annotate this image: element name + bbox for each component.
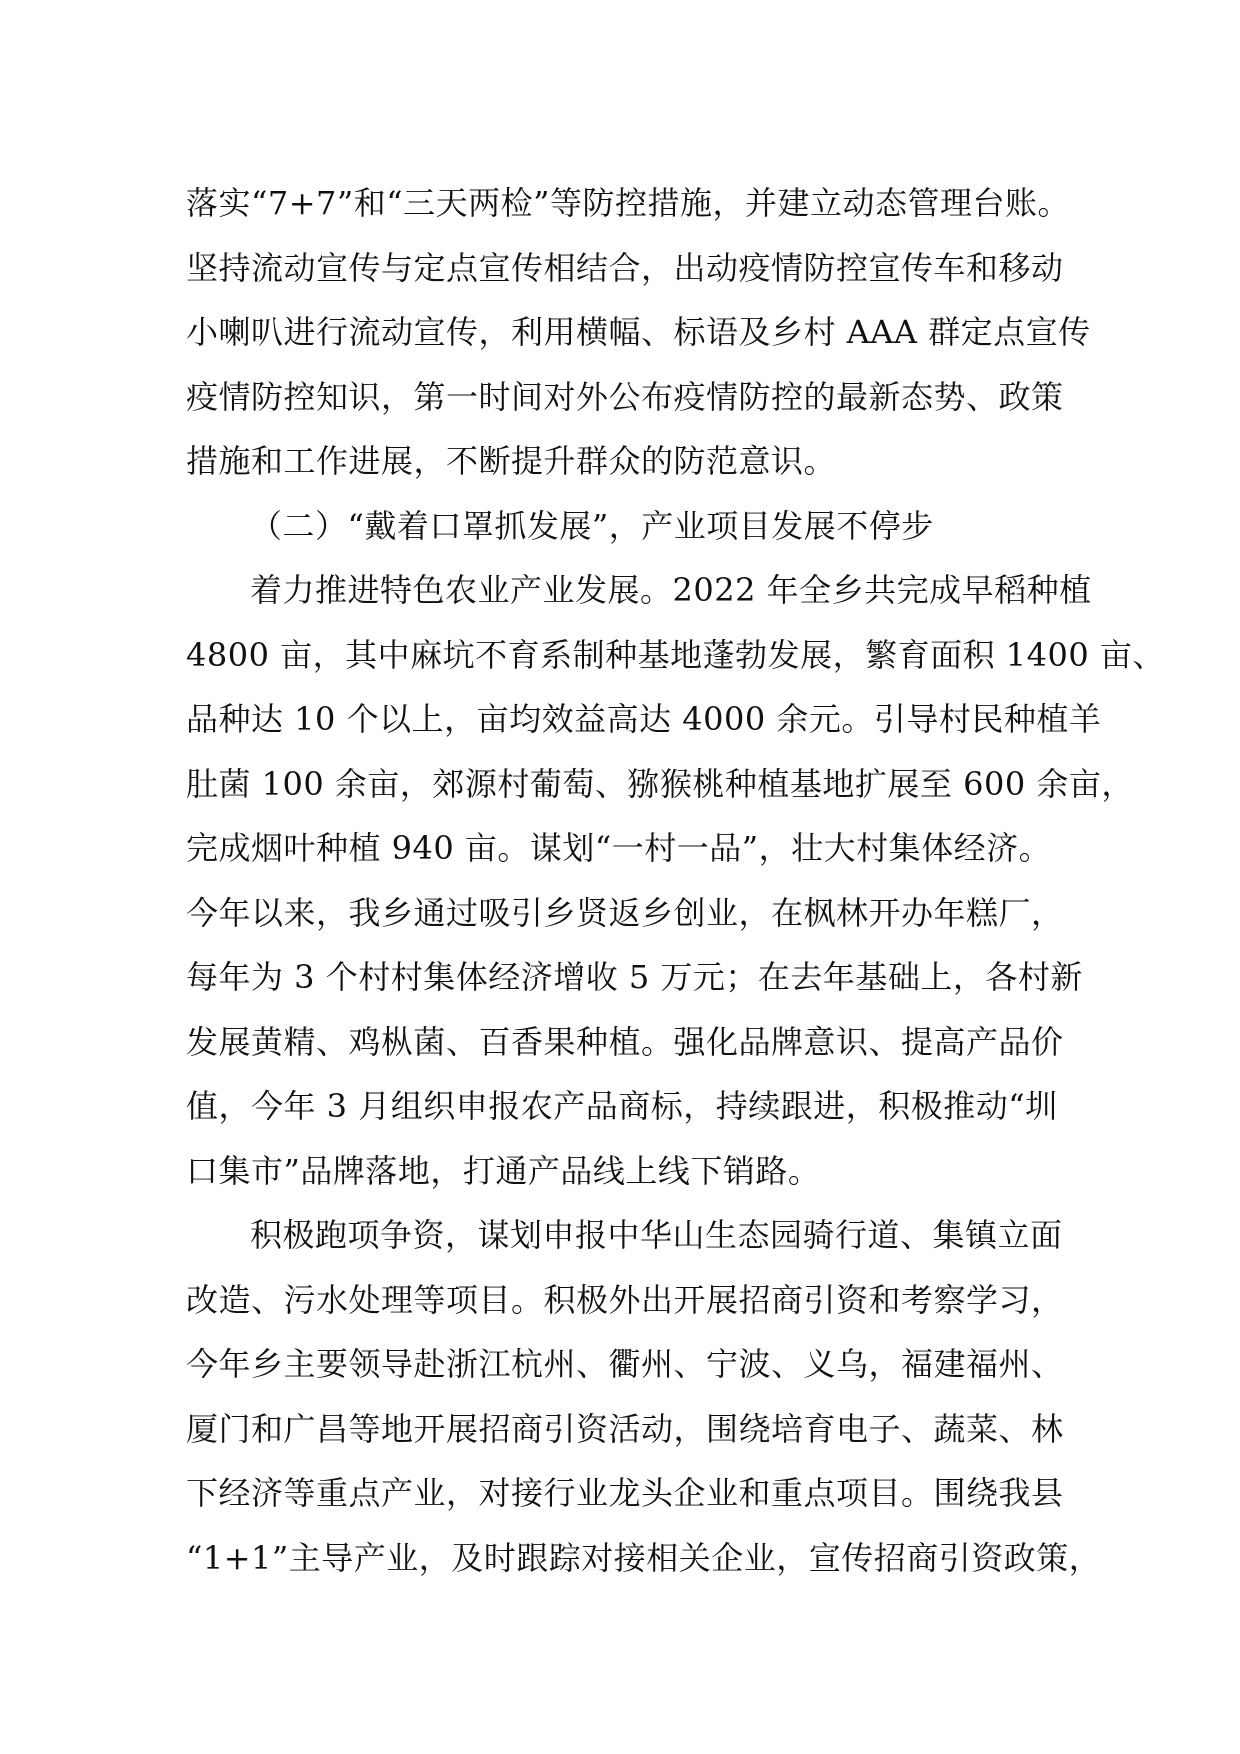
text-line: 措施和工作进展，不断提升群众的防范意识。 (186, 442, 837, 480)
text-line: 4800 亩，其中麻坑不育系制种基地蓬勃发展，繁育面积 1400 亩、 (186, 635, 1165, 674)
text-line: 品种达 10 个以上，亩均效益高达 4000 余元。引导村民种植羊 (186, 700, 1102, 738)
text-line: 今年乡主要领导赴浙江杭州、衢州、宁波、义乌，福建福州、 (186, 1345, 1064, 1383)
text-line: 每年为 3 个村村集体经济增收 5 万元；在去年基础上，各村新 (186, 958, 1083, 996)
text-line: 厦门和广昌等地开展招商引资活动，围绕培育电子、蔬菜、林 (186, 1409, 1064, 1448)
text-line: 值，今年 3 月组织申报农产品商标，持续跟进，积极推动“圳 (186, 1087, 1058, 1125)
document-body (186, 171, 1165, 1590)
text-line: 今年以来，我乡通过吸引乡贤返乡创业，在枫林开办年糕厂， (186, 893, 1064, 932)
paragraph-first-line: 着力推进特色农业产业发展。2022 年全乡共完成早稻种植 (250, 571, 1092, 609)
text-line: 完成烟叶种植 940 亩。谋划“一村一品”，壮大村集体经济。 (186, 829, 1052, 867)
text-line: 改造、污水处理等项目。积极外出开展招商引资和考察学习， (186, 1280, 1064, 1319)
text-line: 口集市”品牌落地，打通产品线上线下销路。 (186, 1151, 821, 1190)
text-line: 疫情防控知识，第一时间对外公布疫情防控的最新态势、政策 (186, 377, 1064, 416)
paragraph-first-line: 积极跑项争资，谋划申报中华山生态园骑行道、集镇立面 (250, 1216, 1063, 1254)
text-line: 下经济等重点产业，对接行业龙头企业和重点项目。围绕我县 (186, 1474, 1064, 1512)
text-line: 发展黄精、鸡枞菌、百香果种植。强化品牌意识、提高产品价 (186, 1022, 1064, 1061)
text-line: 落实“7+7”和“三天两检”等防控措施，并建立动态管理台账。 (186, 184, 1070, 222)
text-line: 坚持流动宣传与定点宣传相结合，出动疫情防控宣传车和移动 (186, 248, 1064, 287)
text-line: “1+1”主导产业，及时跟踪对接相关企业，宣传招商引资政策， (186, 1538, 1102, 1577)
section-heading: （二）“戴着口罩抓发展”，产业项目发展不停步 (250, 506, 934, 545)
text-line: 小喇叭进行流动宣传，利用横幅、标语及乡村 AAA 群定点宣传 (186, 313, 1091, 351)
text-line: 肚菌 100 余亩，郊源村葡萄、猕猴桃种植基地扩展至 600 余亩， (186, 764, 1134, 803)
